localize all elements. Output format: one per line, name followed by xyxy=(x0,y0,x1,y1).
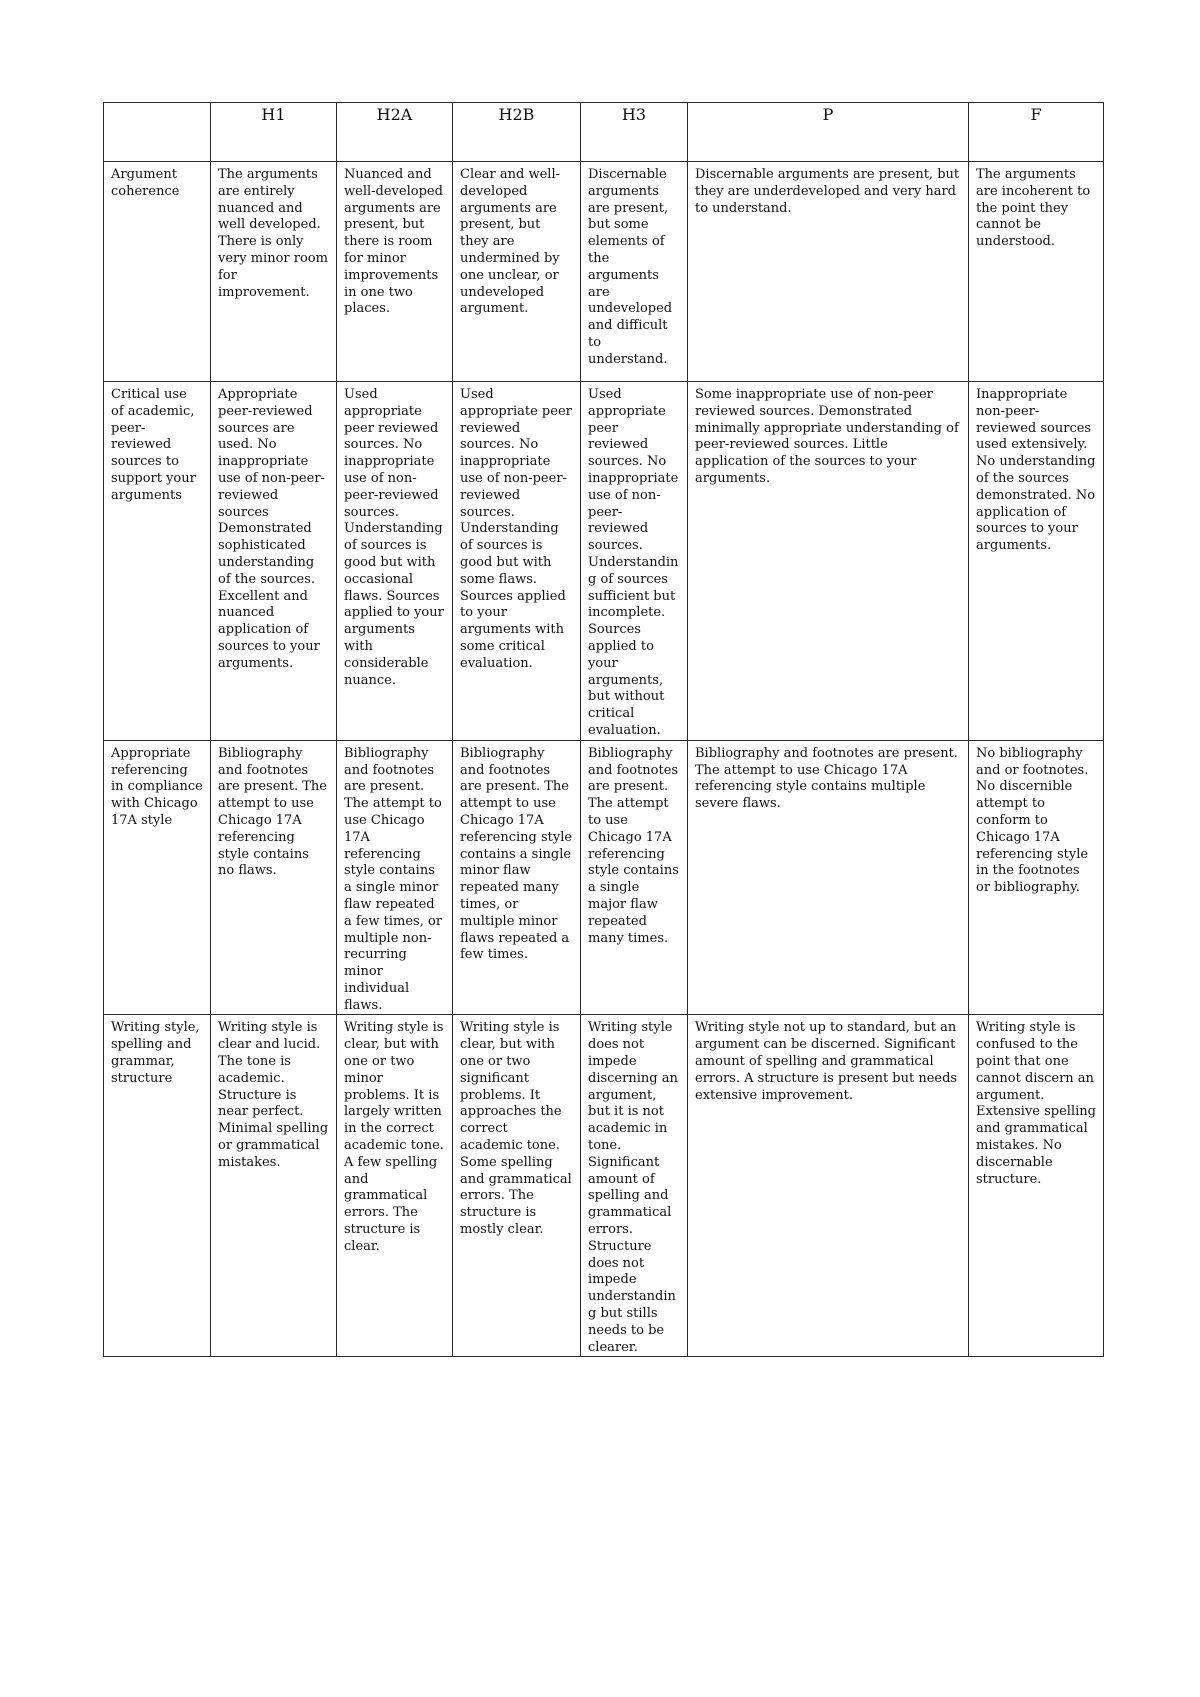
grade-cell-h1: The arguments are entirely nuanced and well developed. There is only very minor room for improvement. xyxy=(211,162,337,382)
grade-cell-h2b: Used appropriate peer reviewed sources. No inappropriate use of non-peer-reviewed sources. Understanding of sources is good but with some flaws. Sources applied to your arguments with some critical evaluation. xyxy=(453,382,581,741)
grade-cell-f: The arguments are incoherent to the point they cannot be understood. xyxy=(969,162,1104,382)
grade-cell-h1: Bibliography and footnotes are present. The attempt to use Chicago 17A referencing style contains no flaws. xyxy=(211,740,337,1015)
grade-cell-p: Discernable arguments are present, but they are underdeveloped and very hard to understand. xyxy=(688,162,969,382)
grade-cell-h3: Used appropriate peer reviewed sources. No inappropriate use of non-peer-reviewed sources. Understanding of sources sufficient but incomplete. Sources applied to your arguments, but without critical evaluation. xyxy=(581,382,688,741)
grade-cell-f: Writing style is confused to the point that one cannot discern an argument. Extensive spelling and grammatical mistakes. No discernable structure. xyxy=(969,1015,1104,1357)
grade-cell-h2a: Nuanced and well-developed arguments are present, but there is room for minor improvements in one two places. xyxy=(337,162,453,382)
header-cell-criterion xyxy=(104,103,211,162)
grade-cell-h2b: Writing style is clear, but with one or two significant problems. It approaches the correct academic tone. Some spelling and grammatical errors. The structure is mostly clear. xyxy=(453,1015,581,1357)
table-row xyxy=(104,162,1104,382)
criterion-cell: Appropriate referencing in compliance with Chicago 17A style xyxy=(104,740,211,1015)
header-cell-h1: H1 xyxy=(211,103,337,162)
header-row xyxy=(104,103,1104,162)
header-cell-h2a: H2A xyxy=(337,103,453,162)
grade-cell-h2b: Bibliography and footnotes are present. The attempt to use Chicago 17A referencing style contains a single minor flaw repeated many times, or multiple minor flaws repeated a few times. xyxy=(453,740,581,1015)
rubric-table xyxy=(103,102,1104,1357)
grade-cell-p: Some inappropriate use of non-peer reviewed sources. Demonstrated minimally appropriate understanding of peer-reviewed sources. Little application of the sources to your arguments. xyxy=(688,382,969,741)
header-cell-f: F xyxy=(969,103,1104,162)
grade-cell-f: No bibliography and or footnotes. No discernible attempt to conform to Chicago 17A referencing style in the footnotes or bibliography. xyxy=(969,740,1104,1015)
header-cell-h3: H3 xyxy=(581,103,688,162)
grade-cell-h2a: Used appropriate peer reviewed sources. No inappropriate use of non-peer-reviewed sources. Understanding of sources is good but with occasional flaws. Sources applied to your arguments with considerable nuance. xyxy=(337,382,453,741)
grade-cell-h2b: Clear and well-developed arguments are present, but they are undermined by one unclear, or undeveloped argument. xyxy=(453,162,581,382)
table-row xyxy=(104,382,1104,741)
grade-cell-p: Writing style not up to standard, but an argument can be discerned. Significant amount of spelling and grammatical errors. A structure is present but needs extensive improvement. xyxy=(688,1015,969,1357)
grade-cell-h2a: Bibliography and footnotes are present. The attempt to use Chicago 17A referencing style contains a single minor flaw repeated a few times, or multiple non-recurring minor individual flaws. xyxy=(337,740,453,1015)
table-row xyxy=(104,740,1104,1015)
criterion-cell: Argument coherence xyxy=(104,162,211,382)
grade-cell-h1: Writing style is clear and lucid. The tone is academic. Structure is near perfect. Minimal spelling or grammatical mistakes. xyxy=(211,1015,337,1357)
grade-cell-f: Inappropriate non-peer-reviewed sources used extensively. No understanding of the sources demonstrated. No application of sources to your arguments. xyxy=(969,382,1104,741)
grade-cell-h3: Writing style does not impede discerning an argument, but it is not academic in tone. Significant amount of spelling and grammatical errors. Structure does not impede understanding but stills needs to be clearer. xyxy=(581,1015,688,1357)
grade-cell-h3: Bibliography and footnotes are present. The attempt to use Chicago 17A referencing style contains a single major flaw repeated many times. xyxy=(581,740,688,1015)
grade-cell-p: Bibliography and footnotes are present. The attempt to use Chicago 17A referencing style contains multiple severe flaws. xyxy=(688,740,969,1015)
header-cell-h2b: H2B xyxy=(453,103,581,162)
header-cell-p: P xyxy=(688,103,969,162)
grade-cell-h2a: Writing style is clear, but with one or two minor problems. It is largely written in the correct academic tone. A few spelling and grammatical errors. The structure is clear. xyxy=(337,1015,453,1357)
grade-cell-h3: Discernable arguments are present, but some elements of the arguments are undeveloped and difficult to understand. xyxy=(581,162,688,382)
criterion-cell: Writing style, spelling and grammar, structure xyxy=(104,1015,211,1357)
criterion-cell: Critical use of academic, peer-reviewed sources to support your arguments xyxy=(104,382,211,741)
table-row xyxy=(104,1015,1104,1357)
grade-cell-h1: Appropriate peer-reviewed sources are used. No inappropriate use of non-peer-reviewed sources Demonstrated sophisticated understanding of the sources. Excellent and nuanced application of sources to your arguments. xyxy=(211,382,337,741)
